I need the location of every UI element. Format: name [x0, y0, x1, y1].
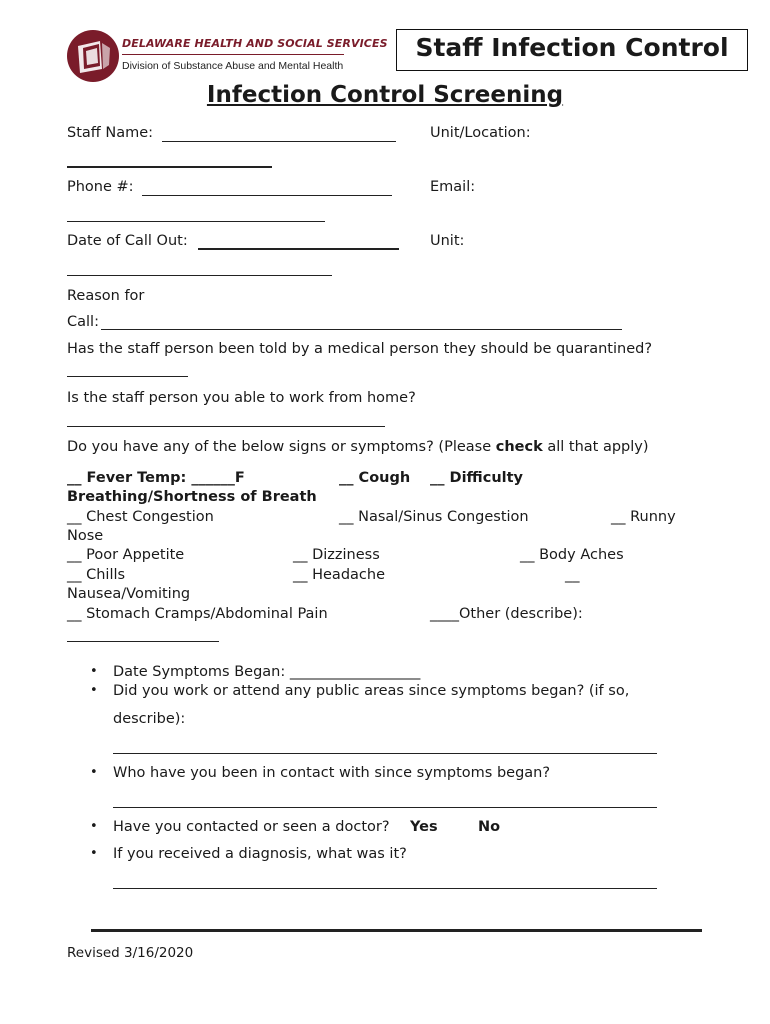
- bullet-icon: •: [90, 819, 98, 834]
- doctor-yes-option[interactable]: Yes: [410, 819, 438, 835]
- phone-label: Phone #:: [67, 179, 134, 195]
- division-name: Division of Substance Abuse and Mental Health: [122, 60, 344, 72]
- diagnosis-question: If you received a diagnosis, what was it?: [113, 846, 407, 862]
- work-home-question: Is the staff person you able to work from home?: [67, 390, 416, 406]
- symptoms-question-pre: Do you have any of the below signs or symptoms? (Please: [67, 439, 496, 455]
- symptom-headache[interactable]: __ Headache: [293, 567, 385, 583]
- quarantine-question: Has the staff person been told by a medical person they should be quarantined?: [67, 341, 653, 357]
- dhss-logo-icon: [66, 29, 120, 83]
- symptom-breathing: Breathing/Shortness of Breath: [67, 489, 317, 505]
- symptom-other[interactable]: ____Other (describe):: [430, 606, 583, 622]
- revised-date: Revised 3/16/2020: [67, 945, 194, 961]
- phone-field[interactable]: [142, 195, 392, 196]
- public-areas-question: Did you work or attend any public areas since symptoms began? (if so,: [113, 683, 630, 699]
- symptom-fever[interactable]: __ Fever Temp: ______F: [67, 470, 245, 486]
- public-areas-answer-field[interactable]: [113, 753, 657, 754]
- bullet-icon: •: [90, 765, 98, 780]
- email-field[interactable]: [67, 221, 325, 222]
- quarantine-answer-field[interactable]: [67, 376, 188, 377]
- symptom-chills[interactable]: __ Chills: [67, 567, 126, 583]
- symptom-nausea-blank[interactable]: __: [565, 567, 580, 583]
- symptoms-question: [67, 439, 649, 455]
- doctor-no-option[interactable]: No: [478, 819, 501, 835]
- unit-location-label: Unit/Location:: [430, 125, 531, 141]
- symptom-runny[interactable]: __ Runny: [611, 509, 676, 525]
- symptom-nose: Nose: [67, 528, 104, 544]
- date-began-question[interactable]: Date Symptoms Began: __________________: [113, 664, 421, 680]
- symptom-stomach[interactable]: __ Stomach Cramps/Abdominal Pain: [67, 606, 328, 622]
- bullet-icon: •: [90, 683, 98, 698]
- footer-divider: [91, 929, 702, 932]
- form-title: Infection Control Screening: [206, 82, 564, 108]
- staff-name-field[interactable]: [162, 141, 396, 142]
- contacts-answer-field[interactable]: [113, 807, 657, 808]
- work-home-answer-field[interactable]: [67, 426, 385, 427]
- symptom-body-aches[interactable]: __ Body Aches: [520, 547, 624, 563]
- unit-location-field[interactable]: [67, 166, 272, 168]
- unit-field[interactable]: [67, 275, 332, 276]
- symptom-appetite[interactable]: __ Poor Appetite: [67, 547, 185, 563]
- symptom-nasal[interactable]: __ Nasal/Sinus Congestion: [339, 509, 529, 525]
- date-call-out-label: Date of Call Out:: [67, 233, 188, 249]
- logo-divider: [122, 54, 344, 55]
- diagnosis-answer-field[interactable]: [113, 888, 657, 889]
- contacts-question: Who have you been in contact with since symptoms began?: [113, 765, 551, 781]
- header-title: Staff Infection Control: [415, 33, 729, 62]
- other-describe-field[interactable]: [67, 641, 219, 642]
- doctor-question: Have you contacted or seen a doctor?: [113, 819, 390, 835]
- bullet-icon: •: [90, 664, 98, 679]
- staff-name-label: Staff Name:: [67, 125, 154, 141]
- symptoms-question-post: all that apply): [542, 439, 649, 455]
- symptom-nausea: Nausea/Vomiting: [67, 586, 191, 602]
- symptoms-question-bold: check: [495, 439, 543, 455]
- symptom-chest[interactable]: __ Chest Congestion: [67, 509, 214, 525]
- symptom-difficulty[interactable]: __ Difficulty: [430, 470, 523, 486]
- public-areas-question-cont: describe):: [113, 711, 186, 727]
- reason-field[interactable]: [101, 329, 622, 330]
- reason-label-line2: Call:: [67, 314, 99, 330]
- org-name: DELAWARE HEALTH AND SOCIAL SERVICES: [122, 37, 388, 50]
- date-call-out-field[interactable]: [198, 248, 399, 250]
- bullet-icon: •: [90, 846, 98, 861]
- unit-label: Unit:: [430, 233, 465, 249]
- symptom-dizziness[interactable]: __ Dizziness: [293, 547, 380, 563]
- symptom-cough[interactable]: __ Cough: [339, 470, 411, 486]
- email-label: Email:: [430, 179, 476, 195]
- reason-label-line1: Reason for: [67, 288, 145, 304]
